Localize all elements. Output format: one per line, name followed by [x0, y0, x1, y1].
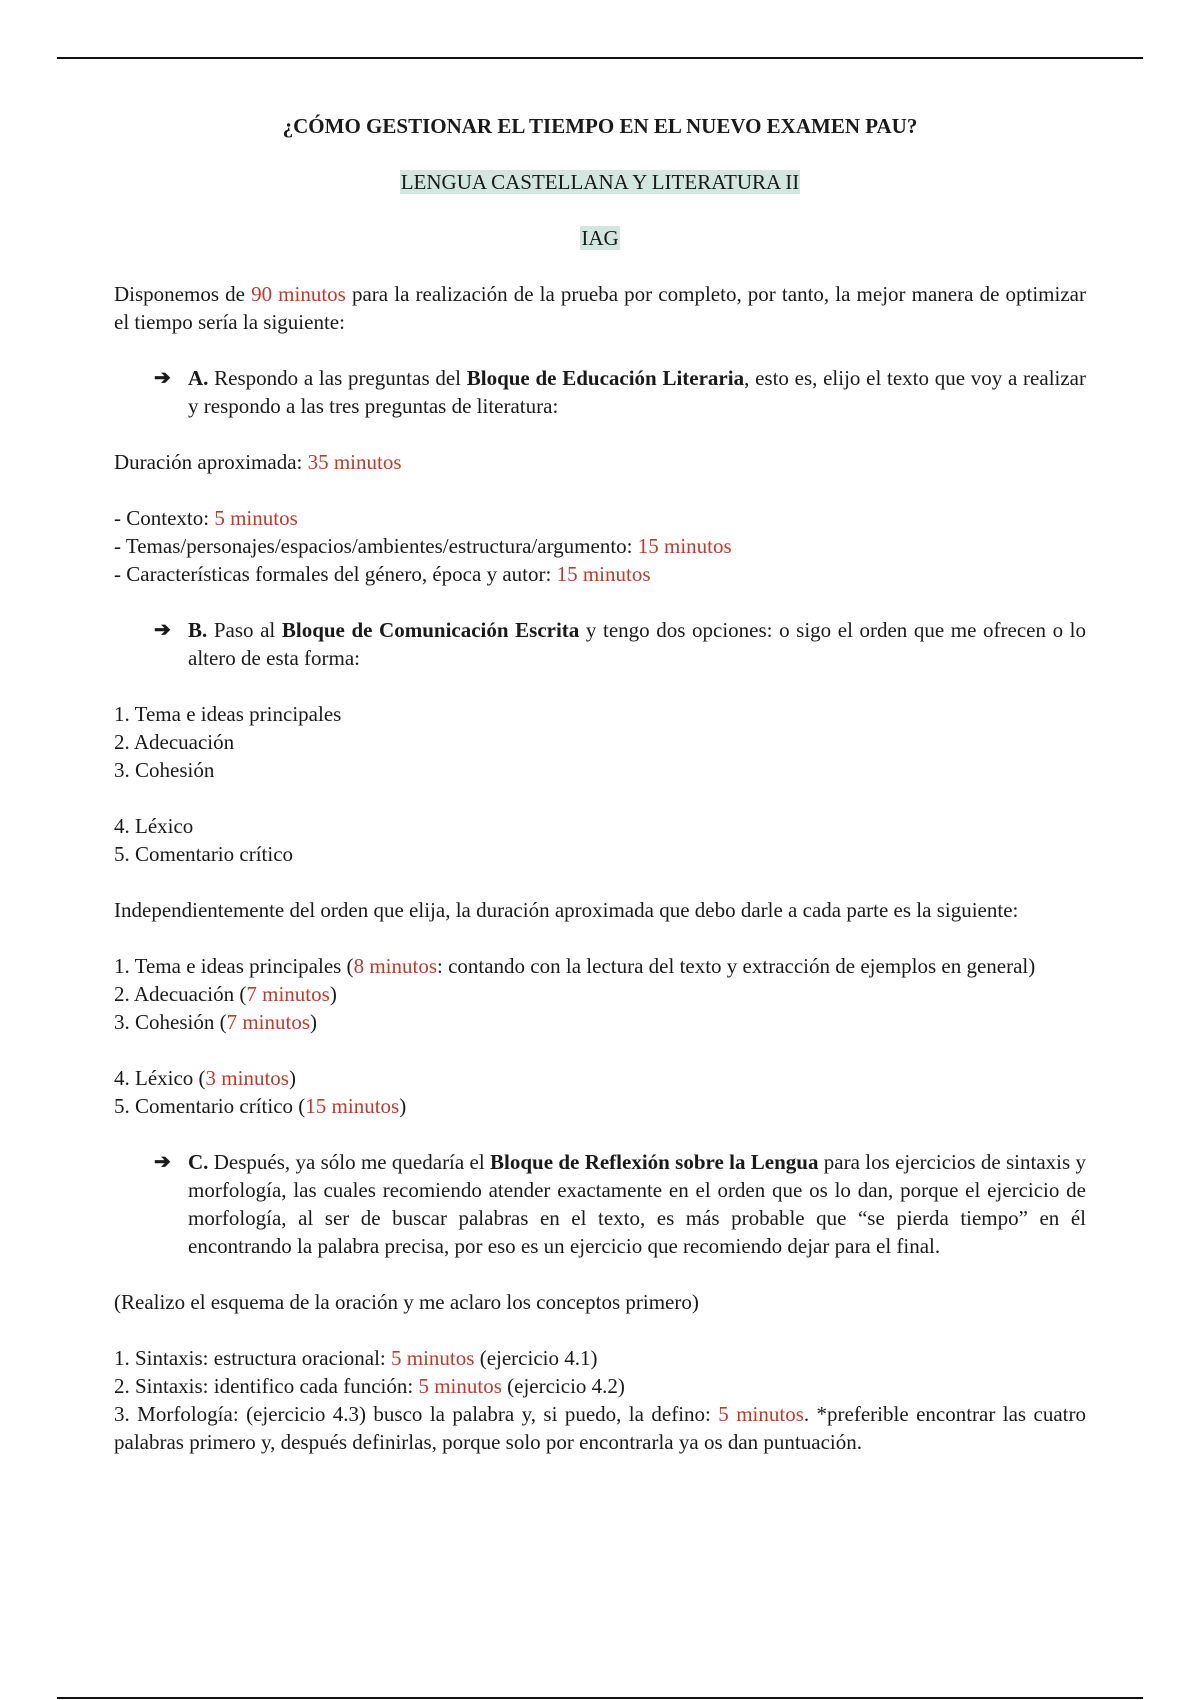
- list-item: 4. Léxico: [114, 814, 194, 838]
- list-item: 4. Léxico (3 minutos): [114, 1066, 296, 1090]
- section-c: ➔ C. Después, ya sólo me quedaría el Bloque de Reflexión sobre la Lengua para los ejercicios de sintaxis y morfología, las cuales recomiendo atender exactamente en el orden que os lo dan, porque el ejercicio de morfología, al ser de buscar palabras en el texto, es más probable que “se pierda tiempo” en él encontrando la palabra precisa, por eso es un ejercicio que recomiendo dejar para el final.: [154, 1150, 1086, 1258]
- intro-paragraph: Disponemos de 90 minutos para la realización de la prueba por completo, por tanto, la mejor manera de optimizar el tiempo sería la siguiente:: [114, 282, 1086, 334]
- list-item: 1. Tema e ideas principales (8 minutos: contando con la lectura del texto y extracción de ejemplos en general): [114, 954, 1036, 978]
- final-list: [114, 1344, 1086, 1456]
- list-item: 2. Sintaxis: identifico cada función: 5 minutos (ejercicio 4.2): [114, 1374, 625, 1398]
- author-highlight: IAG: [581, 226, 619, 250]
- arrow-icon: ➔: [154, 367, 171, 389]
- order-list-1: [114, 700, 1086, 784]
- list-item: 3. Cohesión: [114, 758, 215, 782]
- list-item: 1. Sintaxis: estructura oracional: 5 minutos (ejercicio 4.1): [114, 1346, 598, 1370]
- list-item: 3. Cohesión (7 minutos): [114, 1010, 318, 1034]
- list-item: - Temas/personajes/espacios/ambientes/estructura/argumento: 15 minutos: [114, 534, 732, 558]
- bottom-rule: [57, 1697, 1143, 1699]
- list-item: 3. Morfología: (ejercicio 4.3) busco la palabra y, si puedo, la defino: 5 minutos. *preferible encontrar las cuatro palabras primero y, después definirlas, porque solo por encontrarla ya os dan puntuación.: [114, 1402, 1086, 1454]
- list-item: 5. Comentario crítico: [114, 842, 294, 866]
- author-heading: [114, 224, 1086, 252]
- list-item: - Contexto: 5 minutos: [114, 506, 298, 530]
- arrow-icon: ➔: [154, 1151, 171, 1173]
- list-item: 1. Tema e ideas principales: [114, 702, 342, 726]
- arrow-icon: ➔: [154, 619, 171, 641]
- timed-list-2: [114, 1064, 1086, 1120]
- subject-highlight: LENGUA CASTELLANA Y LITERATURA II: [400, 170, 800, 194]
- document-page: [114, 112, 1086, 1484]
- time-highlight: 90 minutos: [251, 282, 346, 306]
- section-b: ➔ B. Paso al Bloque de Comunicación Escrita y tengo dos opciones: o sigo el orden que me ofrecen o lo altero de esta forma:: [154, 618, 1087, 670]
- subject-heading: [114, 168, 1086, 196]
- list-item: 2. Adecuación: [114, 730, 235, 754]
- list-a: [114, 504, 1086, 588]
- order-list-2: [114, 812, 1086, 868]
- independent-paragraph: Independientemente del orden que elija, la duración aproximada que debo darle a cada parte es la siguiente:: [114, 898, 1019, 922]
- top-rule: [57, 57, 1143, 59]
- section-a: ➔ A. Respondo a las preguntas del Bloque de Educación Literaria, esto es, elijo el texto que voy a realizar y respondo a las tres preguntas de literatura:: [154, 366, 1086, 418]
- schema-note: (Realizo el esquema de la oración y me aclaro los conceptos primero): [114, 1290, 699, 1314]
- list-item: - Características formales del género, época y autor: 15 minutos: [114, 562, 651, 586]
- duration-a: Duración aproximada: 35 minutos: [114, 450, 402, 474]
- document-title: ¿CÓMO GESTIONAR EL TIEMPO EN EL NUEVO EXAMEN PAU?: [282, 114, 918, 138]
- timed-list-1: [114, 952, 1086, 1036]
- list-item: 5. Comentario crítico (15 minutos): [114, 1094, 407, 1118]
- list-item: 2. Adecuación (7 minutos): [114, 982, 337, 1006]
